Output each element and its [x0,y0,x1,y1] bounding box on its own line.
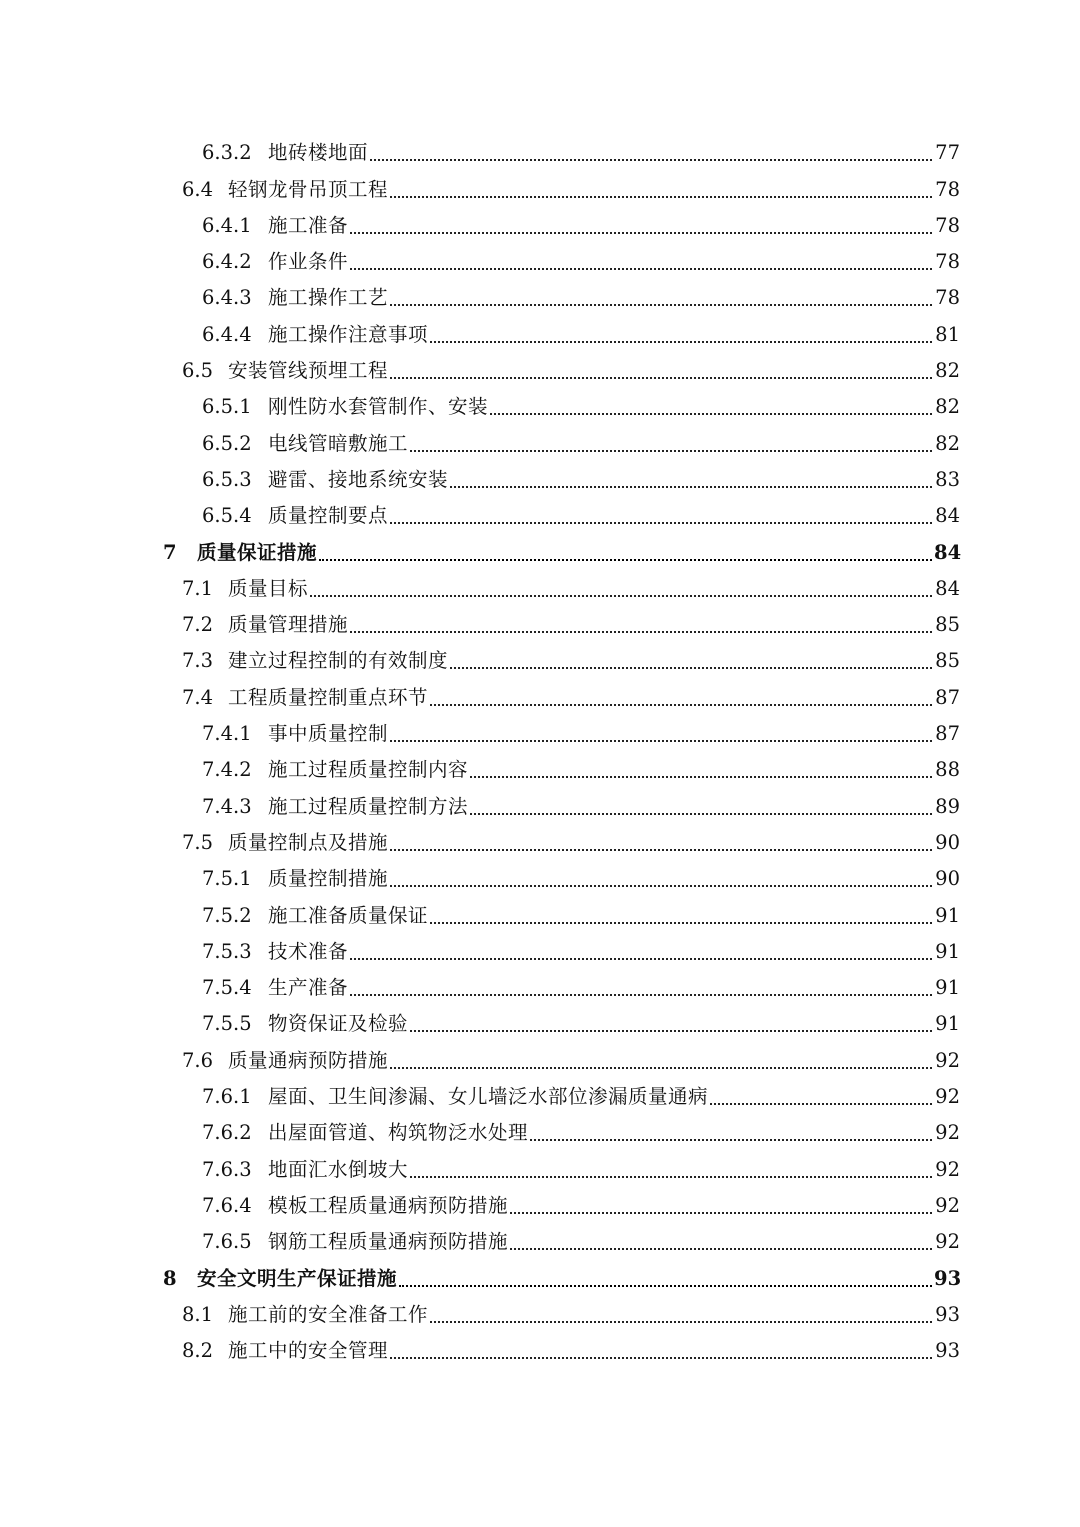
toc-entry-page-number: 84 [934,540,962,564]
toc-entry-title: 电线管暗敷施工 [268,431,409,455]
toc-entry-page-number: 78 [935,286,960,310]
toc-entry[interactable] [0,896,1080,932]
dot-leader [399,1285,932,1287]
toc-entry[interactable] [0,243,1080,279]
toc-entry-page-number: 92 [935,1048,960,1072]
dot-leader [390,304,932,306]
toc-entry-page-number: 90 [935,830,960,854]
toc-entry-title: 物资保证及检验 [268,1012,409,1036]
toc-entry-number: 6.4.3 [202,286,252,310]
toc-entry-number: 7.6 [182,1048,214,1072]
toc-entry-number: 6.4.1 [202,213,252,237]
toc-entry-title: 施工准备 [268,213,349,237]
toc-entry-number: 8 [163,1266,177,1290]
toc-entry-number: 6.5 [182,359,214,383]
toc-entry-title: 出屋面管道、构筑物泛水处理 [268,1121,529,1145]
dot-leader [350,958,932,960]
toc-entry-title: 避雷、接地系统安装 [268,467,449,491]
toc-entry[interactable] [0,969,1080,1005]
toc-entry-number: 6.5.4 [202,504,252,528]
toc-entry-title: 地面汇水倒坡大 [268,1157,409,1181]
toc-entry[interactable] [0,678,1080,714]
toc-entry[interactable] [0,570,1080,606]
toc-entry[interactable] [0,606,1080,642]
toc-entry-title: 施工过程质量控制方法 [268,794,469,818]
toc-entry-title: 施工操作工艺 [268,286,389,310]
toc-entry-number: 6.5.1 [202,395,252,419]
toc-entry-title: 建立过程控制的有效制度 [228,649,449,673]
dot-leader [390,196,932,198]
dot-leader [370,159,932,161]
table-of-contents [0,134,1080,1368]
toc-entry[interactable] [0,1041,1080,1077]
toc-entry[interactable] [0,1114,1080,1150]
toc-entry-page-number: 82 [935,395,960,419]
toc-entry[interactable] [0,1078,1080,1114]
toc-entry[interactable] [0,279,1080,315]
toc-entry[interactable] [0,715,1080,751]
toc-entry-number: 7.1 [182,576,214,600]
toc-entry-number: 6.4 [182,177,214,201]
toc-entry[interactable] [0,497,1080,533]
toc-entry-number: 7.4.3 [202,794,252,818]
toc-entry-title: 质量保证措施 [197,540,318,564]
toc-entry-page-number: 91 [935,1012,960,1036]
dot-leader [410,1176,932,1178]
dot-leader [310,595,932,597]
toc-entry[interactable] [0,170,1080,206]
dot-leader [350,631,932,633]
toc-entry-page-number: 77 [935,141,960,165]
toc-entry-number: 7.2 [182,613,214,637]
dot-leader [470,776,932,778]
toc-entry-page-number: 87 [935,685,960,709]
toc-entry-number: 7.5.2 [202,903,252,927]
toc-entry-number: 7.6.5 [202,1230,252,1254]
dot-leader [450,667,932,669]
toc-entry-title: 施工前的安全准备工作 [228,1302,429,1326]
toc-entry-number: 7.4 [182,685,214,709]
toc-entry[interactable] [0,461,1080,497]
dot-leader [390,522,932,524]
toc-entry-title: 质量控制点及措施 [228,830,389,854]
toc-entry-title: 施工准备质量保证 [268,903,429,927]
toc-entry-number: 7.5.5 [202,1012,252,1036]
toc-entry-page-number: 87 [935,722,960,746]
toc-entry-title: 技术准备 [268,939,349,963]
dot-leader [410,450,932,452]
toc-entry[interactable] [0,860,1080,896]
dot-leader [390,1357,932,1359]
dot-leader [390,885,932,887]
toc-entry[interactable] [0,824,1080,860]
toc-entry-page-number: 91 [935,903,960,927]
toc-entry[interactable] [0,642,1080,678]
dot-leader [530,1139,932,1141]
toc-entry-number: 8.1 [182,1302,214,1326]
toc-entry-page-number: 83 [935,467,960,491]
toc-entry-number: 6.5.2 [202,431,252,455]
toc-entry-title: 轻钢龙骨吊顶工程 [228,177,389,201]
toc-entry-number: 7.6.3 [202,1157,252,1181]
toc-entry-title: 生产准备 [268,976,349,1000]
dot-leader [390,1067,932,1069]
toc-entry-number: 7.6.2 [202,1121,252,1145]
toc-entry-page-number: 84 [935,576,960,600]
toc-entry-page-number: 82 [935,431,960,455]
toc-entry-number: 6.4.4 [202,322,252,346]
dot-leader [450,486,932,488]
toc-entry-title: 施工中的安全管理 [228,1339,389,1363]
toc-entry-page-number: 92 [935,1230,960,1254]
toc-entry-page-number: 78 [935,177,960,201]
toc-entry-title: 作业条件 [268,250,349,274]
toc-entry-page-number: 92 [935,1085,960,1109]
toc-entry-number: 6.5.3 [202,467,252,491]
toc-entry-number: 7.5.1 [202,867,252,891]
toc-entry-number: 7.4.2 [202,758,252,782]
toc-entry-title: 事中质量控制 [268,722,389,746]
toc-entry-title: 施工过程质量控制内容 [268,758,469,782]
toc-entry[interactable] [0,1150,1080,1186]
toc-entry-page-number: 82 [935,359,960,383]
toc-entry-title: 模板工程质量通病预防措施 [268,1193,509,1217]
toc-entry[interactable] [0,424,1080,460]
toc-entry-page-number: 78 [935,213,960,237]
toc-entry-title: 质量控制措施 [268,867,389,891]
dot-leader [350,994,932,996]
dot-leader [470,813,932,815]
dot-leader [319,559,932,561]
toc-entry-title: 质量通病预防措施 [228,1048,389,1072]
toc-entry-page-number: 93 [935,1339,960,1363]
toc-entry-page-number: 93 [934,1266,962,1290]
toc-entry[interactable] [0,751,1080,787]
toc-entry-number: 7.5.3 [202,939,252,963]
toc-entry[interactable] [0,315,1080,351]
toc-entry-number: 7.6.1 [202,1085,252,1109]
toc-entry[interactable] [0,933,1080,969]
toc-entry-title: 工程质量控制重点环节 [228,685,429,709]
toc-entry[interactable] [0,1296,1080,1332]
dot-leader [430,922,932,924]
toc-entry-page-number: 85 [935,649,960,673]
toc-entry-number: 8.2 [182,1339,214,1363]
toc-entry-number: 6.4.2 [202,250,252,274]
toc-entry-number: 6.3.2 [202,141,252,165]
dot-leader [350,232,932,234]
toc-entry[interactable] [0,1259,1080,1295]
toc-entry-page-number: 84 [935,504,960,528]
dot-leader [390,740,932,742]
toc-entry[interactable] [0,207,1080,243]
toc-entry-number: 7.5 [182,830,214,854]
toc-entry-page-number: 85 [935,613,960,637]
toc-entry-title: 钢筋工程质量通病预防措施 [268,1230,509,1254]
toc-entry-page-number: 92 [935,1157,960,1181]
dot-leader [510,1248,932,1250]
toc-entry-title: 屋面、卫生间渗漏、女儿墙泛水部位渗漏质量通病 [268,1085,709,1109]
toc-entry-page-number: 90 [935,867,960,891]
dot-leader [390,377,932,379]
toc-entry-number: 7.4.1 [202,722,252,746]
toc-entry-title: 施工操作注意事项 [268,322,429,346]
toc-entry-number: 7.5.4 [202,976,252,1000]
toc-entry-title: 安装管线预埋工程 [228,359,389,383]
toc-entry-number: 7.6.4 [202,1193,252,1217]
dot-leader [410,1030,932,1032]
dot-leader [430,1321,932,1323]
toc-entry[interactable] [0,1223,1080,1259]
toc-entry[interactable] [0,388,1080,424]
dot-leader [490,413,932,415]
toc-entry-number: 7.3 [182,649,214,673]
toc-entry[interactable] [0,1332,1080,1368]
toc-entry[interactable] [0,352,1080,388]
toc-entry-title: 刚性防水套管制作、安装 [268,395,489,419]
dot-leader [430,341,932,343]
toc-entry[interactable] [0,533,1080,569]
toc-entry-title: 地砖楼地面 [268,141,369,165]
toc-entry-page-number: 92 [935,1193,960,1217]
dot-leader [710,1103,932,1105]
toc-entry[interactable] [0,134,1080,170]
toc-entry-page-number: 91 [935,939,960,963]
toc-entry-page-number: 91 [935,976,960,1000]
toc-entry-title: 质量控制要点 [268,504,389,528]
dot-leader [350,268,932,270]
toc-entry-page-number: 81 [935,322,960,346]
dot-leader [390,849,932,851]
toc-entry[interactable] [0,787,1080,823]
dot-leader [510,1212,932,1214]
dot-leader [430,704,932,706]
toc-entry-page-number: 93 [935,1302,960,1326]
toc-entry-title: 安全文明生产保证措施 [197,1266,398,1290]
toc-entry[interactable] [0,1005,1080,1041]
toc-entry-number: 7 [163,540,177,564]
toc-entry-title: 质量目标 [228,576,309,600]
toc-entry[interactable] [0,1187,1080,1223]
toc-entry-page-number: 78 [935,250,960,274]
toc-entry-page-number: 88 [935,758,960,782]
toc-entry-page-number: 92 [935,1121,960,1145]
toc-entry-page-number: 89 [935,794,960,818]
toc-entry-title: 质量管理措施 [228,613,349,637]
